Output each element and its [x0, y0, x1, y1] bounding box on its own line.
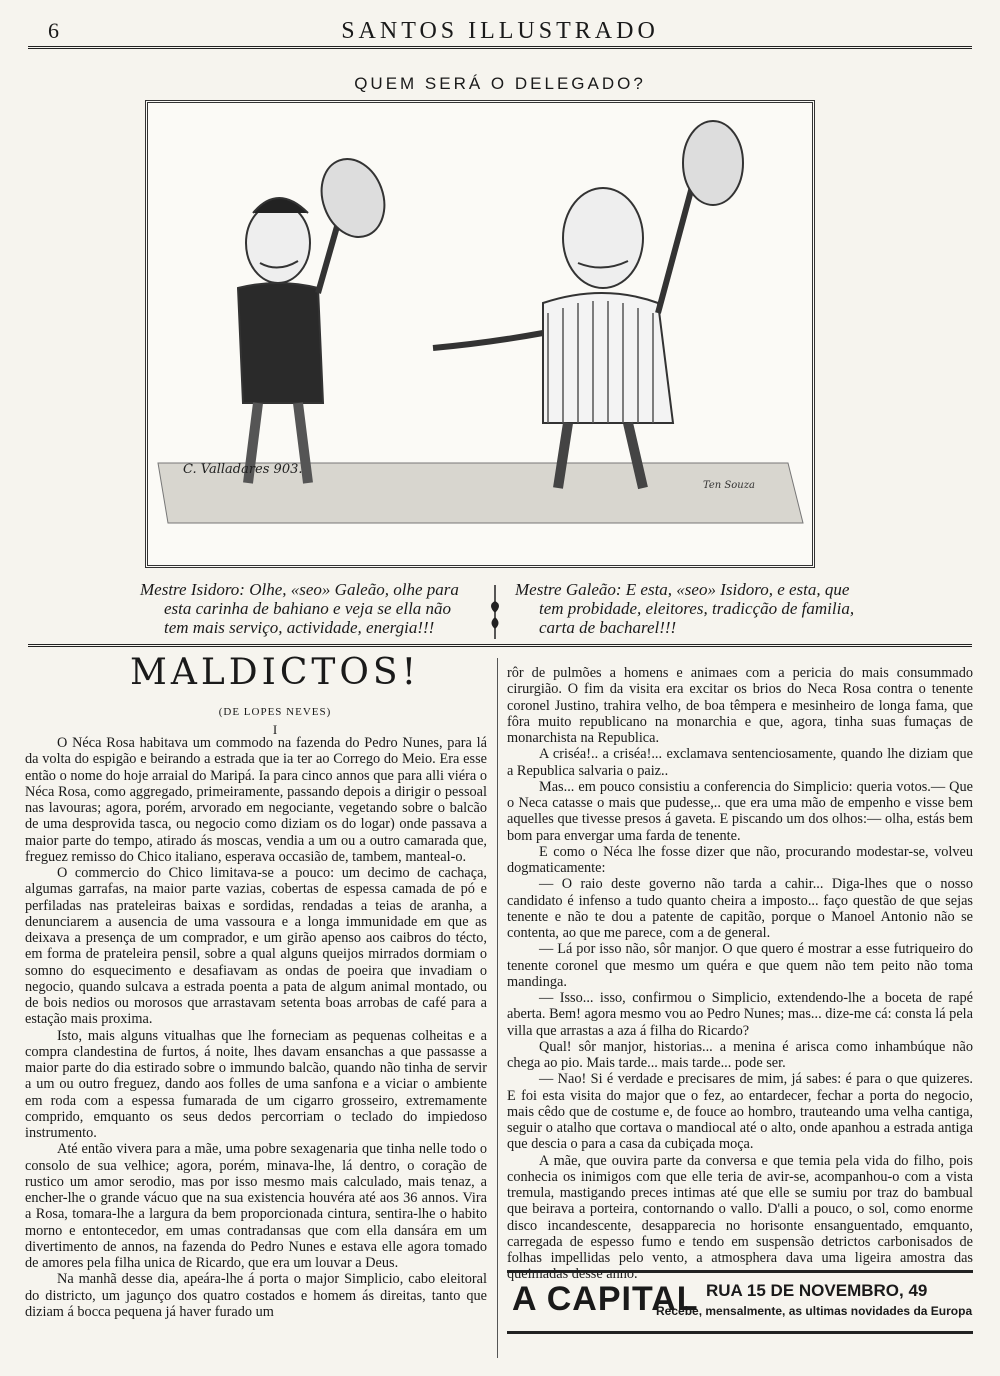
caption-right-line: tem probidade, eleitores, tradicção de familia,: [539, 599, 855, 618]
paragraph: A criséa!.. a criséa!... exclamava sentenciosamente, quando lhe diziam que a Republica salvaria o paiz..: [507, 746, 973, 779]
caption-left-line: esta carinha de bahiano e veja se ella não: [164, 599, 452, 618]
advertisement-description: Recebe, mensalmente, as ultimas novidades da Europa: [656, 1304, 973, 1318]
left-figure-body: [238, 283, 323, 403]
page-number: 6: [48, 18, 59, 43]
paragraph: — Lá por isso não, sôr manjor. O que quero é mostrar a esse futriqueiro do tenente coronel que mesmo um quéra e que quem não tem peito não toma mandinga.: [507, 941, 973, 990]
caricature-title: QUEM SERÁ O DELEGADO?: [354, 74, 646, 93]
paragraph: — Isso... isso, confirmou o Simplicio, extendendo-lhe a boceta de rapé aberta. Bem! agora mesmo vou ao Pedro Nunes; mas... dize-me cá: consta lá pela villa que arrastas a aza á filha do Ricardo?: [507, 990, 973, 1039]
right-held-head: [683, 121, 743, 205]
paragraph: Mas... em pouco consistiu a conferencia do Simplicio: queria votos.— Que o Neca catasse o mais que pudesse,.. que era uma mão de empenho e visse bem aquelles que tivesse presos á gaveta. E piscando um dos olhos:— olha, estás bem bom para envergar uma farda de tenente.: [507, 778, 973, 844]
advertisement-name: A CAPITAL: [512, 1280, 699, 1318]
section-rule: [28, 644, 972, 647]
caption-right: [515, 580, 875, 637]
caption-left-line: Mestre Isidoro: Olhe, «seo» Galeão, olhe para: [140, 580, 459, 599]
signature-right: Ten Souza: [703, 480, 755, 491]
story-byline: (DE LOPES NEVES): [218, 706, 332, 718]
publication-title: SANTOS ILLUSTRADO: [341, 18, 659, 44]
column-divider: [497, 658, 498, 1358]
caption-right-line: Mestre Galeão: E esta, «seo» Isidoro, e esta, que: [515, 580, 850, 599]
paragraph: E como o Néca lhe fosse dizer que não, procurando modestar-se, volveu dogmaticamente:: [507, 843, 973, 876]
fleuron-ornament: [485, 583, 505, 641]
caricature-illustration: [148, 103, 812, 565]
caption-right-line: carta de bacharel!!!: [539, 618, 677, 637]
story-column-left: [25, 735, 487, 1320]
paragraph: Na manhã desse dia, apeára-lhe á porta o major Simplicio, cabo eleitoral do districto, um jagunço dos quatro costados e homem ás direitas, tanto que diziam á bocca pequena já haver furado um: [25, 1271, 487, 1320]
right-figure-head: [563, 188, 643, 288]
paragraph: Isto, mais alguns vitualhas que lhe forneciam as pequenas colheitas e a compra clandestina de furtos, á noite, lhes davam ensanchas a que passasse a maior parte do dia estirado sobre o immundo balcão, quando não tinha de servir a um ou outro freguez, dando aos folles de uma sanfona e a viciar o ambiente em roda com a espessa fumarada de um cigarro grosseiro, extremamente comprido, emquanto os seus dedos percorriam o teclado do impiedoso instrumento.: [25, 1027, 487, 1141]
paragraph: Qual! sôr manjor, historias... a menina é arisca como inhambúque não chega ao pio. Mais tarde... mais tarde... pode ser.: [507, 1038, 973, 1071]
advertisement-address: RUA 15 DE NOVEMBRO, 49: [706, 1281, 928, 1300]
left-held-head: [311, 150, 395, 246]
paragraph: O Néca Rosa habitava um commodo na fazenda do Pedro Nunes, para lá da volta do espigão e beirando a estrada que ia ter ao Corrego do Meio. Era esse então o nome do hoje arraial do Maripá. Ia para cinco annos que para alli viéra o Néca Rosa, como aggregado, primeiramente, passando depois a dirigir o pessoal nas lavouras; agora, porém, arvorado em negociante, vegetando sobre o balcão de uma desprovida tasca, ou negocio como diziam os do logar) onde passava a maior parte do tempo, atirado ás moscas, vendia a um ou a outro camarada que, freguez remisso do Chico italiano, esperava occasião de, tambem, manteal-o.: [25, 735, 487, 865]
paragraph: — Nao! Si é verdade e precisares de mim, já sabes: é para o que quizeres. E foi esta visita do major que o fez, ao entardecer, fechar a porta do negocio, mais cêdo que de costume e, de fouce ao hombro, trauteando uma velha cantiga, seguir o atalho que cortava o mandiocal até o alto, onde apanhou a estrada antiga que descia o para a casa da cubiçada moça.: [507, 1071, 973, 1153]
caricature-frame: [145, 100, 815, 568]
left-figure-head: [246, 203, 310, 283]
signature-left: C. Valladares 903.: [183, 462, 303, 477]
caption-left: [140, 580, 480, 637]
paragraph: rôr de pulmões a homens e animaes com a pericia do mais consummado cirurgião. O fim da visita era excitar os brios do Neca Rosa contra o tenente coronel Justino, trahira velho, de boa têmpera e mesinheiro de longa fama, que fôra muito republicano na monarchia e que, agora, tinha suas fumaças de monarchista na Republica.: [507, 665, 973, 746]
story-title: MALDICTOS!: [130, 652, 421, 693]
paragraph: — O raio deste governo não tarda a cahir... Diga-lhes que o nosso candidato é infenso a tudo quanto cheira a imposto... faço questão de que sejas tenente e não te dou a patente de capitão, porque o Manoel Antonio não se contenta, ao que me parece, com a de general.: [507, 876, 973, 941]
chapter-number: I: [272, 722, 278, 737]
caption-left-line: tem mais serviço, actividade, energia!!!: [164, 618, 435, 637]
paragraph: O commercio do Chico limitava-se a pouco: um decimo de cachaça, algumas garrafas, na maior parte vazias, cobertas de espessa camada de pó e perfiladas nas prateleiras baixas e sordidas, rendadas a teias de aranha, a denunciarem a ausencia de uma vassoura e a longa immunidade em que as deixava a presença de um comprador, e um girão apenso aos caibros do técto, em forma de prateleira pensil, sobre a qual alguns queijos mirrados dormiam o somno do esquecimento e desafiavam as ondas de poeira que invadiam o negocio, quando sulcava a estrada poenta a pata de algum animal montado, ou de bois nedios ou morosos que arrastavam setenta boas arrobas de café para a estação mais proxima.: [25, 865, 487, 1028]
story-column-right: [507, 665, 973, 1283]
paragraph: Até então vivera para a mãe, uma pobre sexagenaria que tinha nelle todo o consolo de sua velhice; agora, porém, minava-lhe, lá dentro, o coração de rustico um amor serodio, mas por isso mesmo mais calculado, mais tenaz, a encher-lhe o grande vácuo que na sua existencia houvéra até aos 36 annos. Vira a Rosa, tomara-lhe a largura da bem proporcionada cintura, sentira-lhe o habito morno e entontecedor, em umas contradansas que com ella dansára em um divertimento de annos, na fazenda do Pedro Nunes e estava elle agora tomado de amores pela filha unica de Ricardo, que era um louvar a Deus.: [25, 1141, 487, 1271]
header-rule: [28, 46, 972, 49]
paragraph: A mãe, que ouvira parte da conversa e que temia pela vida do filho, pois conhecia os inimigos com que elle teria de avir-se, acompanhou-o com a vista tremula, mastigando preces intimas até que elle se sumiu por traz do bambual que beirava a porteira, contornando o vallo. D'alli a pouco, o sol, como enorme disco incandescente, desapparecia no horisonte ensanguentado, emquanto, carregada de espesso fumo e tendo em suspensão detrictos carbonisados de folhas impellidas pelo vento, a atmosphera dava uma ligeira amostra das queimadas desse anno.: [507, 1152, 973, 1283]
